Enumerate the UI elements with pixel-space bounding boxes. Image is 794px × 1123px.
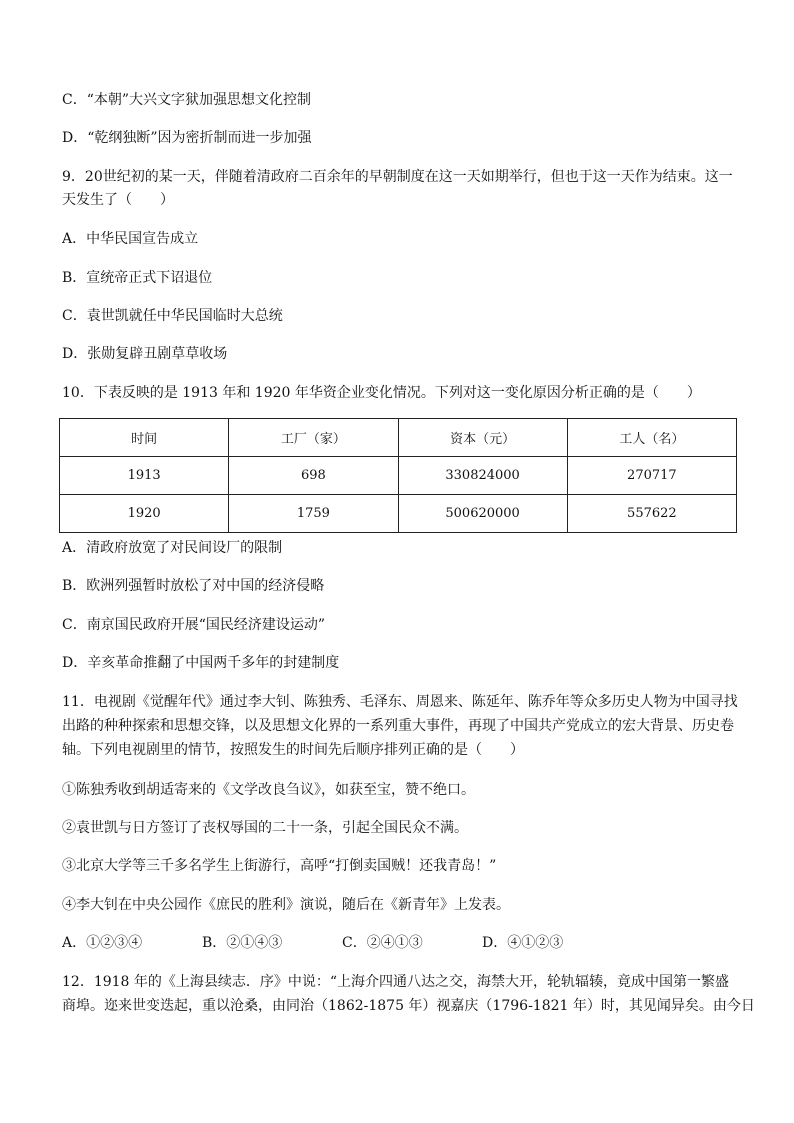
- q10-table: [59, 418, 737, 533]
- table-row: [60, 495, 737, 533]
- q9-stem-line2: 天发生了（ ）: [62, 192, 174, 208]
- q9-stem-line1: 9．20世纪初的某一天，伴随着清政府二百余年的早朝制度在这一天如期举行，但也于这一天作为结束。这一: [62, 169, 733, 185]
- q8-option-d: D．“乾纲独断”因为密折制而进一步加强: [62, 130, 312, 146]
- table-header-cell: 时间: [60, 419, 229, 457]
- q9-option-c: C．袁世凯就任中华民国临时大总统: [62, 308, 283, 324]
- q11-stem-line3: 轴。下列电视剧里的情节，按照发生的时间先后顺序排列正确的是（ ）: [62, 742, 524, 758]
- table-cell: 557622: [567, 495, 736, 533]
- q11-item-2: ②袁世凯与日方签订了丧权辱国的二十一条，引起全国民众不满。: [62, 820, 468, 836]
- q11-stem-line2: 出路的种种探索和思想交锋，以及思想文化界的一系列重大事件，再现了中国共产党成立的宏大背景、历史卷: [62, 718, 734, 734]
- table-cell: 500620000: [398, 495, 567, 533]
- q8-option-c: C．“本朝”大兴文字狱加强思想文化控制: [62, 92, 312, 108]
- q12-stem-line1: 12．1918 年的《上海县续志．序》中说：“上海介四通八达之交，海禁大开，轮轨辐辏，竟成中国第一繁盛: [62, 974, 730, 990]
- table-header-row: [60, 419, 737, 457]
- q9-option-d: D．张勋复辟丑剧草草收场: [62, 346, 228, 362]
- q10-option-c: C．南京国民政府开展“国民经济建设运动”: [62, 617, 326, 633]
- table-header-cell: 资本（元）: [398, 419, 567, 457]
- table-cell: 1913: [60, 457, 229, 495]
- q11-option-d: D．④①②③: [482, 935, 564, 951]
- q11-item-1: ①陈独秀收到胡适寄来的《文学改良刍议》，如获至宝，赞不绝口。: [62, 782, 475, 798]
- q10-option-d: D．辛亥革命推翻了中国两千多年的封建制度: [62, 655, 340, 671]
- q9-option-a: A．中华民国宣告成立: [62, 231, 199, 247]
- q11-item-3: ③北京大学等三千多名学生上街游行，高呼“打倒卖国贼！还我青岛！”: [62, 858, 497, 874]
- table-row: [60, 457, 737, 495]
- table-header-cell: 工厂（家）: [229, 419, 398, 457]
- table-cell: 1920: [60, 495, 229, 533]
- table-cell: 330824000: [398, 457, 567, 495]
- q11-stem-line1: 11．电视剧《觉醒年代》通过李大钊、陈独秀、毛泽东、周恩来、陈延年、陈乔年等众多历史人物为中国寻找: [62, 694, 738, 710]
- table-cell: 698: [229, 457, 398, 495]
- q11-item-4: ④李大钊在中央公园作《庶民的胜利》演说，随后在《新青年》上发表。: [62, 897, 510, 913]
- q10-option-a: A．清政府放宽了对民间设厂的限制: [62, 540, 283, 556]
- table-header-cell: 工人（名）: [567, 419, 736, 457]
- table-cell: 1759: [229, 495, 398, 533]
- table-cell: 270717: [567, 457, 736, 495]
- q11-option-b: B．②①④③: [202, 935, 283, 951]
- q10-option-b: B．欧洲列强暂时放松了对中国的经济侵略: [62, 578, 325, 594]
- q11-option-a: A．①②③④: [62, 935, 143, 951]
- q12-stem-line2: 商埠。迩来世变迭起，重以沧桑，由同治（1862-1875 年）视嘉庆（1796-1821 年）时，其见闻异矣。由今日: [62, 998, 755, 1014]
- q10-stem: 10．下表反映的是 1913 年和 1920 年华资企业变化情况。下列对这一变化原因分析正确的是（ ）: [62, 385, 701, 401]
- q9-option-b: B．宣统帝正式下诏退位: [62, 270, 213, 286]
- q11-option-c: C．②④①③: [342, 935, 423, 951]
